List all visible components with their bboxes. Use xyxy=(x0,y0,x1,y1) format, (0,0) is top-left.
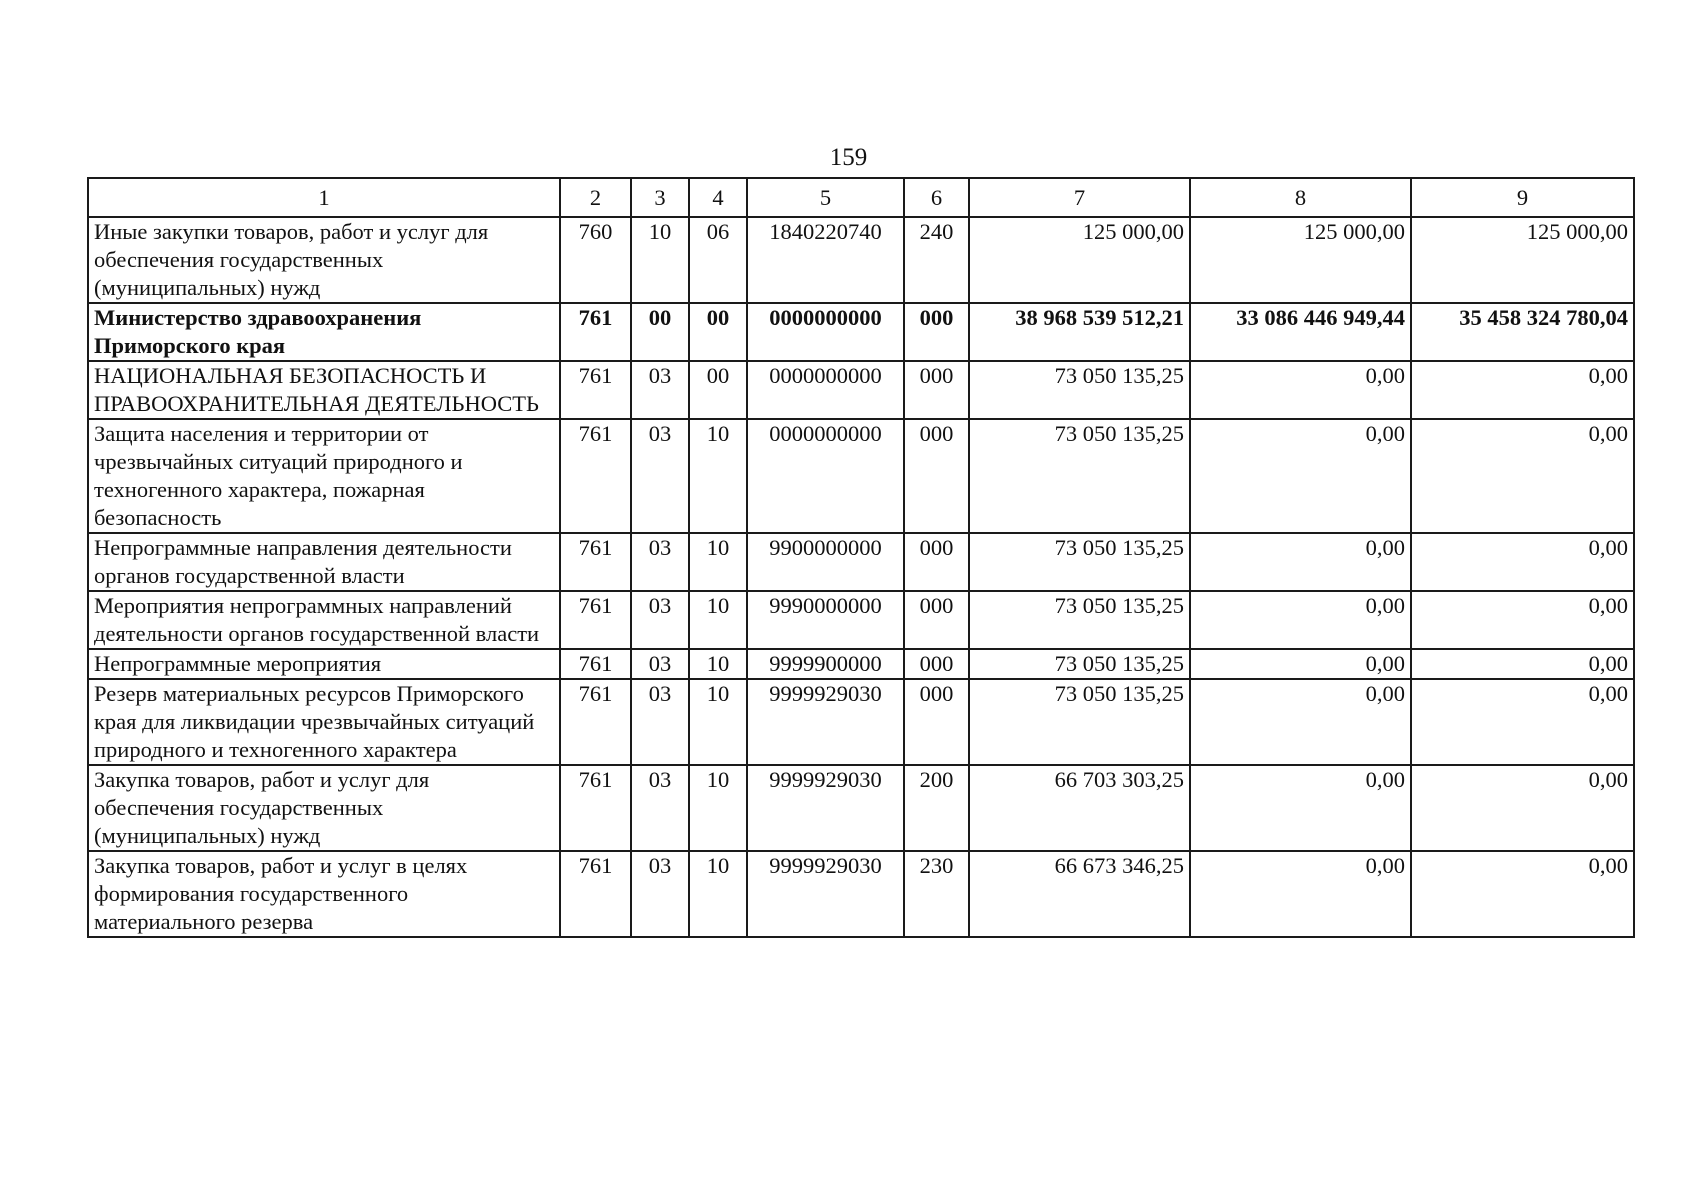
table-row xyxy=(88,591,1634,649)
code-cell: 03 xyxy=(631,679,689,765)
amount-cell: 0,00 xyxy=(1190,851,1411,937)
code-cell: 03 xyxy=(631,591,689,649)
code-cell: 761 xyxy=(560,765,631,851)
code-cell: 9999929030 xyxy=(747,851,904,937)
code-cell: 10 xyxy=(689,851,747,937)
column-header: 8 xyxy=(1190,178,1411,217)
amount-cell: 38 968 539 512,21 xyxy=(969,303,1190,361)
code-cell: 03 xyxy=(631,649,689,679)
code-cell: 10 xyxy=(689,649,747,679)
table-row xyxy=(88,679,1634,765)
amount-cell: 73 050 135,25 xyxy=(969,591,1190,649)
code-cell: 10 xyxy=(631,217,689,303)
code-cell: 9999900000 xyxy=(747,649,904,679)
code-cell: 760 xyxy=(560,217,631,303)
table-row xyxy=(88,217,1634,303)
row-name: НАЦИОНАЛЬНАЯ БЕЗОПАСНОСТЬ И ПРАВООХРАНИТЕЛЬНАЯ ДЕЯТЕЛЬНОСТЬ xyxy=(88,361,560,419)
amount-cell: 0,00 xyxy=(1190,765,1411,851)
code-cell: 03 xyxy=(631,419,689,533)
code-cell: 9990000000 xyxy=(747,591,904,649)
code-cell: 000 xyxy=(904,679,969,765)
amount-cell: 0,00 xyxy=(1411,649,1634,679)
amount-cell: 125 000,00 xyxy=(1190,217,1411,303)
code-cell: 10 xyxy=(689,533,747,591)
code-cell: 000 xyxy=(904,649,969,679)
amount-cell: 73 050 135,25 xyxy=(969,649,1190,679)
table-row xyxy=(88,765,1634,851)
code-cell: 9999929030 xyxy=(747,679,904,765)
amount-cell: 125 000,00 xyxy=(969,217,1190,303)
code-cell: 000 xyxy=(904,533,969,591)
amount-cell: 0,00 xyxy=(1411,851,1634,937)
code-cell: 0000000000 xyxy=(747,303,904,361)
amount-cell: 125 000,00 xyxy=(1411,217,1634,303)
code-cell: 00 xyxy=(689,361,747,419)
code-cell: 06 xyxy=(689,217,747,303)
column-header: 4 xyxy=(689,178,747,217)
amount-cell: 73 050 135,25 xyxy=(969,533,1190,591)
code-cell: 10 xyxy=(689,679,747,765)
amount-cell: 0,00 xyxy=(1411,361,1634,419)
row-name: Непрограммные мероприятия xyxy=(88,649,560,679)
code-cell: 761 xyxy=(560,591,631,649)
amount-cell: 0,00 xyxy=(1411,765,1634,851)
column-header: 5 xyxy=(747,178,904,217)
budget-table xyxy=(87,177,1635,938)
code-cell: 10 xyxy=(689,419,747,533)
amount-cell: 73 050 135,25 xyxy=(969,361,1190,419)
row-name: Закупка товаров, работ и услуг в целях формирования государственного материального резерва xyxy=(88,851,560,937)
amount-cell: 66 703 303,25 xyxy=(969,765,1190,851)
table-row xyxy=(88,361,1634,419)
amount-cell: 73 050 135,25 xyxy=(969,419,1190,533)
code-cell: 761 xyxy=(560,851,631,937)
amount-cell: 0,00 xyxy=(1190,419,1411,533)
table-row xyxy=(88,851,1634,937)
page-number: 159 xyxy=(829,144,868,171)
code-cell: 03 xyxy=(631,765,689,851)
code-cell: 9900000000 xyxy=(747,533,904,591)
amount-cell: 35 458 324 780,04 xyxy=(1411,303,1634,361)
column-header: 6 xyxy=(904,178,969,217)
amount-cell: 0,00 xyxy=(1190,591,1411,649)
code-cell: 03 xyxy=(631,533,689,591)
code-cell: 000 xyxy=(904,361,969,419)
amount-cell: 33 086 446 949,44 xyxy=(1190,303,1411,361)
code-cell: 03 xyxy=(631,361,689,419)
column-header: 7 xyxy=(969,178,1190,217)
code-cell: 761 xyxy=(560,679,631,765)
row-name: Резерв материальных ресурсов Приморского края для ликвидации чрезвычайных ситуаций природного и техногенного характера xyxy=(88,679,560,765)
code-cell: 000 xyxy=(904,303,969,361)
row-name: Закупка товаров, работ и услуг для обеспечения государственных (муниципальных) нужд xyxy=(88,765,560,851)
code-cell: 10 xyxy=(689,591,747,649)
column-header: 2 xyxy=(560,178,631,217)
code-cell: 00 xyxy=(689,303,747,361)
code-cell: 00 xyxy=(631,303,689,361)
amount-cell: 66 673 346,25 xyxy=(969,851,1190,937)
table-row xyxy=(88,419,1634,533)
code-cell: 10 xyxy=(689,765,747,851)
code-cell: 03 xyxy=(631,851,689,937)
code-cell: 761 xyxy=(560,361,631,419)
code-cell: 0000000000 xyxy=(747,361,904,419)
row-name: Защита населения и территории от чрезвычайных ситуаций природного и техногенного характера, пожарная безопасность xyxy=(88,419,560,533)
code-cell: 000 xyxy=(904,591,969,649)
code-cell: 0000000000 xyxy=(747,419,904,533)
amount-cell: 0,00 xyxy=(1411,419,1634,533)
amount-cell: 0,00 xyxy=(1411,679,1634,765)
code-cell: 9999929030 xyxy=(747,765,904,851)
amount-cell: 0,00 xyxy=(1411,591,1634,649)
amount-cell: 73 050 135,25 xyxy=(969,679,1190,765)
row-name: Мероприятия непрограммных направлений деятельности органов государственной власти xyxy=(88,591,560,649)
code-cell: 761 xyxy=(560,649,631,679)
code-cell: 761 xyxy=(560,533,631,591)
amount-cell: 0,00 xyxy=(1190,361,1411,419)
table-row xyxy=(88,649,1634,679)
row-name: Иные закупки товаров, работ и услуг для обеспечения государственных (муниципальных) нужд xyxy=(88,217,560,303)
amount-cell: 0,00 xyxy=(1190,649,1411,679)
code-cell: 761 xyxy=(560,303,631,361)
code-cell: 761 xyxy=(560,419,631,533)
code-cell: 200 xyxy=(904,765,969,851)
column-number-row xyxy=(88,178,1634,217)
table-row xyxy=(88,303,1634,361)
code-cell: 230 xyxy=(904,851,969,937)
column-header: 9 xyxy=(1411,178,1634,217)
row-name: Непрограммные направления деятельности органов государственной власти xyxy=(88,533,560,591)
code-cell: 000 xyxy=(904,419,969,533)
column-header: 3 xyxy=(631,178,689,217)
code-cell: 240 xyxy=(904,217,969,303)
code-cell: 1840220740 xyxy=(747,217,904,303)
column-header: 1 xyxy=(88,178,560,217)
amount-cell: 0,00 xyxy=(1190,679,1411,765)
amount-cell: 0,00 xyxy=(1411,533,1634,591)
row-name: Министерство здравоохранения Приморского края xyxy=(88,303,560,361)
amount-cell: 0,00 xyxy=(1190,533,1411,591)
table-row xyxy=(88,533,1634,591)
